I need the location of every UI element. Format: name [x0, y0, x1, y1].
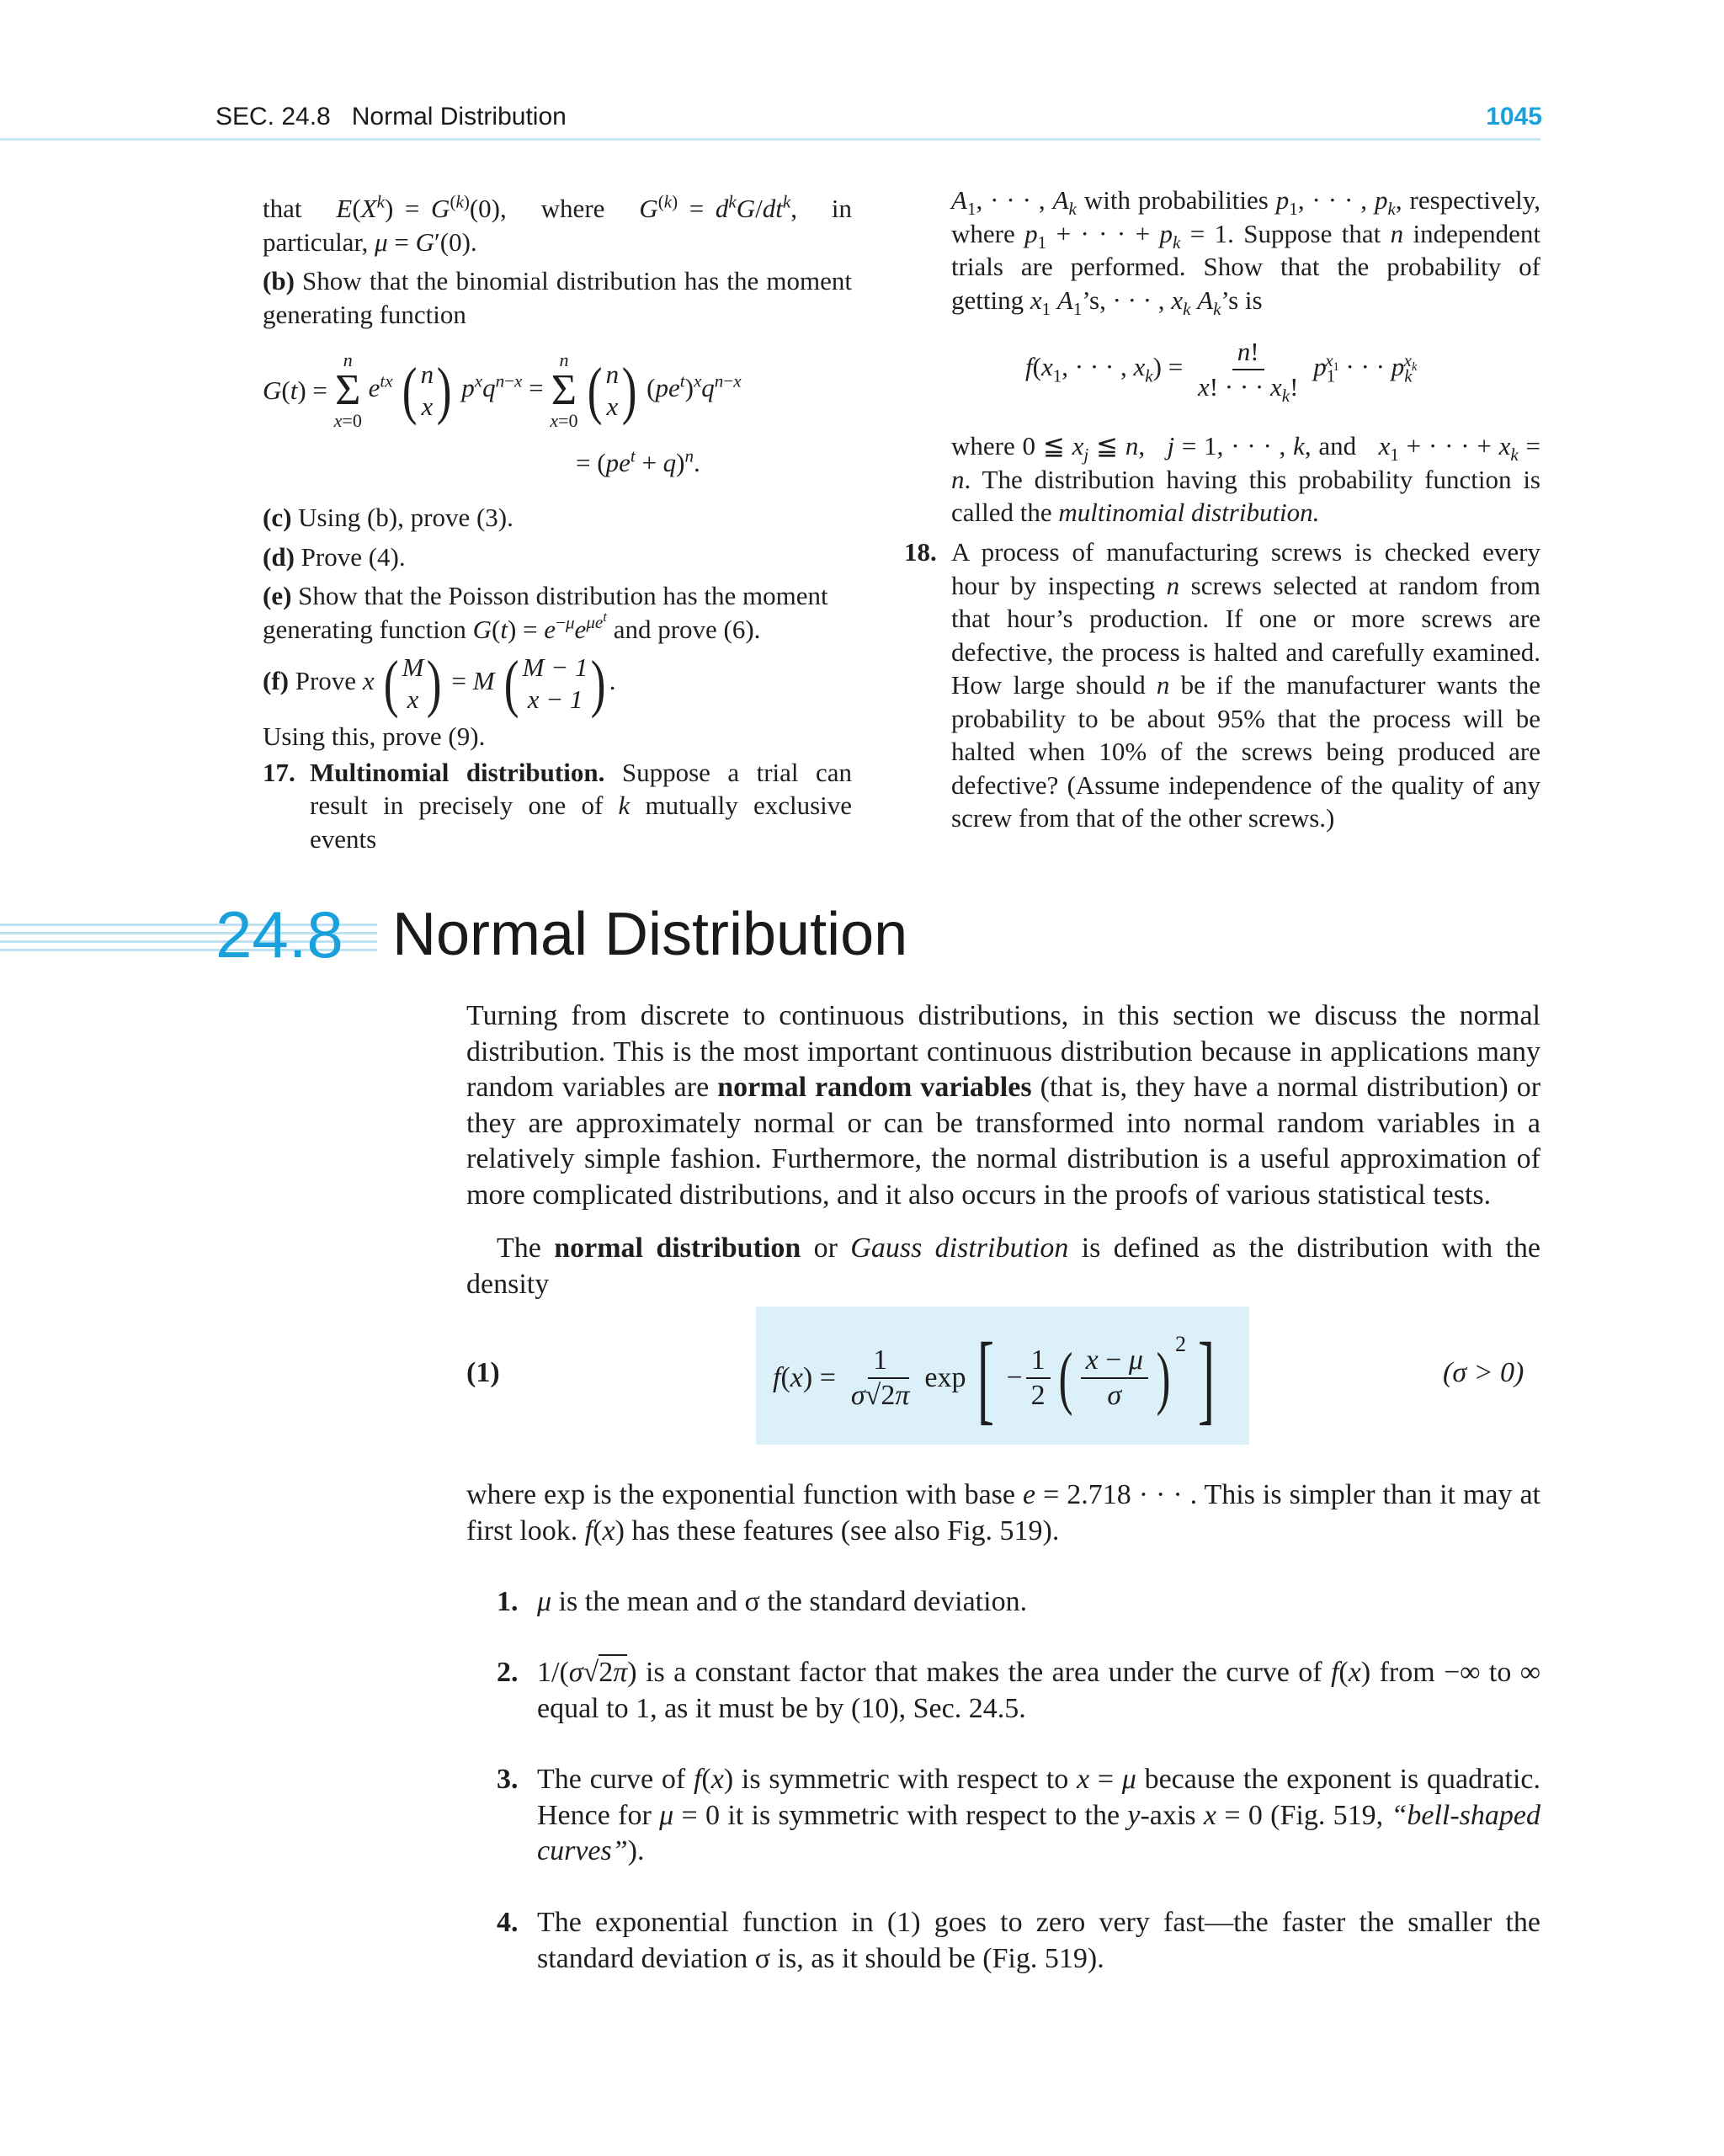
right-column-lower: [951, 429, 1540, 535]
running-head: [216, 103, 1542, 140]
left-column-lower: [263, 501, 852, 861]
definition-paragraph: The normal distribution or Gauss distribution is defined as the distribution with the density: [466, 1232, 1540, 1300]
feature-item-3: 3. The curve of f(x) is symmetric with respect to x = μ because the exponent is quadratic. Hence for μ = 0 it is symmetric with respect to the y-axis x = 0 (Fig. 519, “bell-shaped curves”).: [497, 1764, 1541, 1866]
problem-18-block: [904, 535, 1540, 841]
problem-17: 17. Multinomial distribution. Suppose a trial can result in precisely one of k mutually exclusive events: [263, 757, 853, 854]
using-this: Using this, prove (9).: [263, 721, 486, 751]
page-number: 1045: [1486, 103, 1542, 130]
multinomial-conditions: where 0 ≦ $x_j$ ≦ n, j = 1, · · · , k, and $x_1$ + · · · + $x_k = n$. The distribution having this probability function is called the multinomial distribution.: [951, 431, 1541, 527]
feature-item-4: 4. The exponential function in (1) goes to zero very fast—the faster the smaller the standard deviation σ is, as it should be (Fig. 519).: [497, 1907, 1540, 1974]
intro-paragraph: Turning from discrete to continuous distributions, in this section we discuss the normal distribution. This is the most important continuous distribution because in applications many random variables are normal random variables (that is, they have a normal distribution) or they are approximately normal or can be transformed into normal random variables in a relatively simple fashion. Furthermore, the normal distribution is a useful approximation of more complicated distributions, and it also occurs in the proofs of various statistical tests.: [466, 1000, 1541, 1211]
equation-1-label: (1): [466, 1357, 500, 1388]
part-e: (e) Show that the Poisson distribution has the moment generating function $G(t) = e^{-\mu}e^{\mu e^t}$ and prove (6).: [263, 581, 828, 644]
running-head-section: SEC. 24.8 Normal Distribution: [216, 103, 567, 130]
feature-list-2: [497, 1655, 1540, 1727]
feature-list-3: [497, 1762, 1540, 1870]
feature-item-1: 1. μ is the mean and σ the standard deviation.: [497, 1586, 1028, 1617]
left-column: [263, 192, 852, 337]
section-title: Normal Distribution: [392, 901, 908, 968]
part-b: (b) Show that the binomial distribution has the moment generating function: [263, 266, 852, 329]
feature-item-2: 2. 1/(σ√2π) is a constant factor that makes the area under the curve of f(x) from −∞ to ∞ equal to 1, as it must be by (10), Sec. 24.5.: [497, 1655, 1540, 1727]
part-f: (f) Prove x ( M x ) = M ( M − 1 x − 1 ) .: [263, 648, 616, 719]
feature-list-4: [497, 1905, 1540, 1977]
section-number: 24.8: [216, 897, 343, 972]
normal-density-formula: f(x) = $\frac{1}{\sigma√2\pi}$ exp [ − $\frac{1}{2}$ ( $\frac{x - \mu}{\sigma}$ ) $^2$ ]: [773, 1322, 1215, 1434]
problem-18: 18. A process of manufacturing screws is checked every hour by inspecting n screws selected at random from that hour’s production. If one or more screws are defective, the process is halted and carefully examined. How large should n be if the manufacturer wants the probability to be about 95% that the process will be halted when 10% of the screws being produced are defective? (Assume independence of the quality of any screw from that of the other screws.): [904, 537, 1541, 833]
equation-1-condition: (σ > 0): [1443, 1357, 1524, 1388]
part-d: (d) Prove (4).: [263, 541, 406, 572]
feature-list: [497, 1584, 1540, 1621]
binomial-mgf-equation: G(t) = n Σ x=0 $e^{tx}$ ( n x ) $p^xq^{n-x}$ = n Σ x=0 ( n x ) $(pe^t)^xq^{n-x}$: [263, 349, 742, 431]
binomial-mgf-result: = $(pe^t + q)^n$.: [576, 445, 700, 477]
problem-17-cont: $A_1$, · · · , $A_k$ with probabilities $p_1$, · · · , $p_k$, respectively, where $p_1$ + · · · + $p_k = 1$. Suppose that n independent trials are performed. Show that the probability of getting $x_1$ $A_1’s$, · · · , $x_k$ $A_k’s$ is: [951, 185, 1541, 319]
moment-gen-intro: that $E(X^k) = G^{(k)}(0)$, where $G^{(k)} = d^kG/dt^k$, in particular, μ = G′(0).: [263, 191, 853, 257]
multinomial-formula: $f(x_1$, · · · , $x_k$) = $\frac{n!}{x! \cdot \cdot \cdot x_k!}$ $p_1^{x_1}$ · · · $p_k^{x_k}$: [1025, 337, 1418, 407]
header-rule: [0, 138, 1540, 141]
part-c: (c) Using (b), prove (3).: [263, 503, 513, 532]
post-equation-paragraph: where exp is the exponential function with base e = 2.718 · · · . This is simpler than it may at first look. f(x) has these features (see also Fig. 519).: [466, 1479, 1540, 1546]
right-column: [951, 184, 1540, 322]
